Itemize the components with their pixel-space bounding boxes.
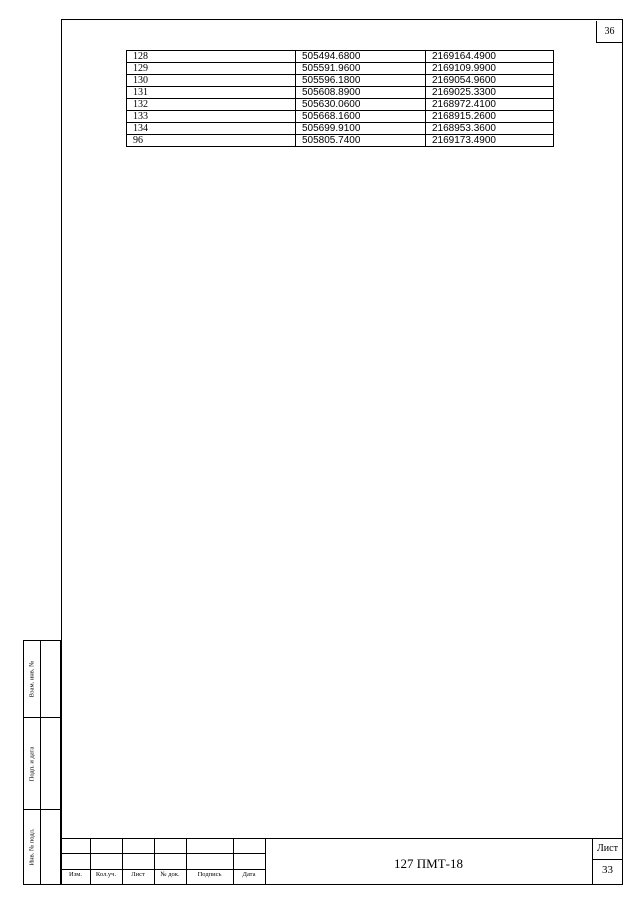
- sheet-label: Лист: [597, 843, 618, 854]
- table-row: [127, 75, 554, 87]
- stamp-header-data: Дата: [242, 871, 256, 878]
- page-number: 36: [596, 21, 622, 43]
- y-coordinate-cell: 2168915.2600: [426, 111, 554, 123]
- stamp-header-izm: Изм.: [69, 871, 82, 878]
- x-coordinate-cell: 505699.9100: [296, 123, 426, 135]
- point-number-cell: 131: [127, 87, 296, 99]
- side-label-vzam: Взам. инв. №: [28, 660, 36, 698]
- side-strip: [23, 640, 61, 885]
- document-code: 127 ПМТ-18: [394, 856, 463, 871]
- x-coordinate-cell: 505591.9600: [296, 63, 426, 75]
- title-block: [61, 838, 623, 885]
- point-number-cell: 132: [127, 99, 296, 111]
- x-coordinate-cell: 505608.8900: [296, 87, 426, 99]
- y-coordinate-cell: 2168972.4100: [426, 99, 554, 111]
- table-row: [127, 123, 554, 135]
- y-coordinate-cell: 2168953.3600: [426, 123, 554, 135]
- table-row: [127, 63, 554, 75]
- x-coordinate-cell: 505494.6800: [296, 51, 426, 63]
- point-number-cell: 134: [127, 123, 296, 135]
- y-coordinate-cell: 2169164.4900: [426, 51, 554, 63]
- x-coordinate-cell: 505805.7400: [296, 135, 426, 147]
- table-row: [127, 111, 554, 123]
- point-number-cell: 133: [127, 111, 296, 123]
- coordinates-table: [126, 50, 554, 147]
- side-label-inv: Инв. № подл.: [28, 828, 36, 866]
- sheet-number: 33: [602, 864, 613, 876]
- page-frame: [61, 19, 623, 885]
- x-coordinate-cell: 505630.0600: [296, 99, 426, 111]
- x-coordinate-cell: 505668.1600: [296, 111, 426, 123]
- table-row: [127, 135, 554, 147]
- point-number-cell: 128: [127, 51, 296, 63]
- y-coordinate-cell: 2169054.9600: [426, 75, 554, 87]
- table-row: [127, 99, 554, 111]
- y-coordinate-cell: 2169025.3300: [426, 87, 554, 99]
- side-label-podp: Подп. и дата: [28, 746, 36, 781]
- point-number-cell: 130: [127, 75, 296, 87]
- stamp-header-podpis: Подпись: [197, 871, 222, 878]
- point-number-cell: 129: [127, 63, 296, 75]
- side-cell-podp: [23, 717, 61, 809]
- stamp-header-list: Лист: [131, 871, 145, 878]
- table-row: [127, 51, 554, 63]
- side-cell-inv: [23, 809, 61, 885]
- side-cell-vzam: [23, 640, 61, 717]
- x-coordinate-cell: 505596.1800: [296, 75, 426, 87]
- stamp-header-kol: Кол.уч.: [95, 871, 117, 878]
- y-coordinate-cell: 2169173.4900: [426, 135, 554, 147]
- point-number-cell: 96: [127, 135, 296, 147]
- table-row: [127, 87, 554, 99]
- y-coordinate-cell: 2169109.9900: [426, 63, 554, 75]
- stamp-header-dok: № док.: [160, 871, 180, 878]
